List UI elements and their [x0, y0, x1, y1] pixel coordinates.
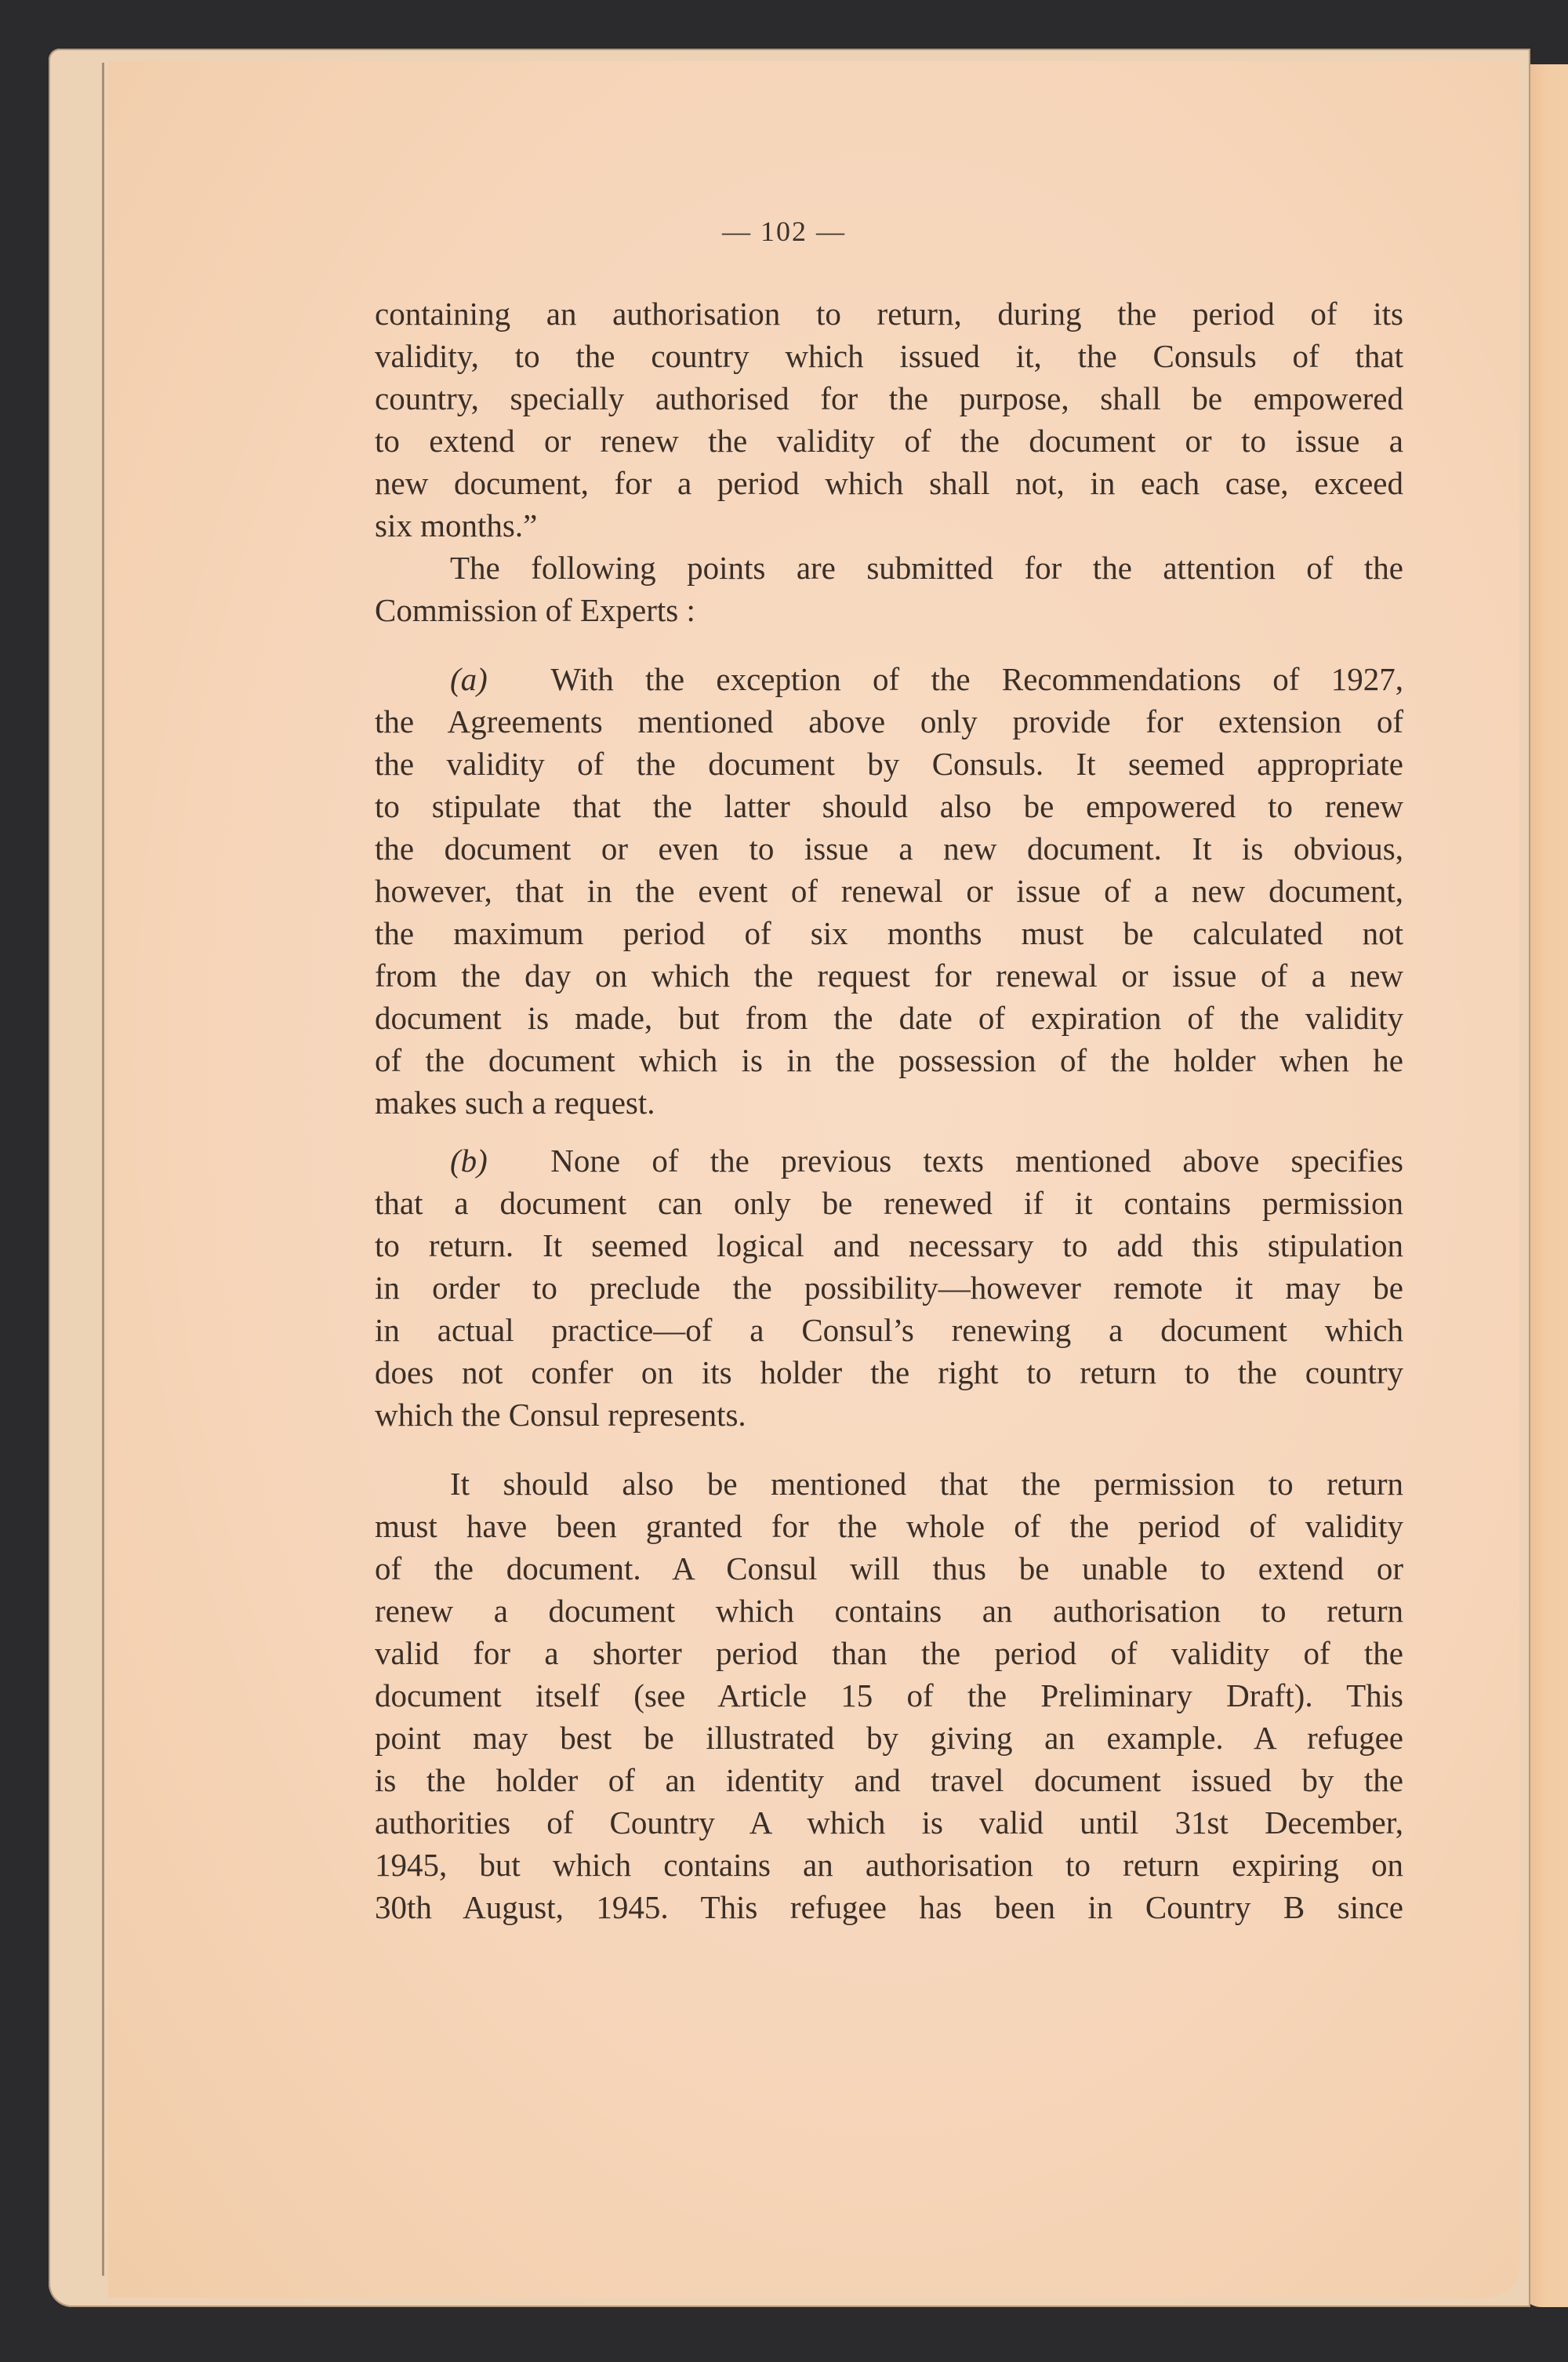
body-text	[375, 293, 1403, 1928]
text-line: that a document can only be renewed if it contains permission	[375, 1185, 1403, 1221]
text-line: of the document. A Consul will thus be unable to extend or	[375, 1550, 1403, 1586]
text-line: of the document which is in the possession of the holder when he	[375, 1042, 1403, 1078]
point-text: None of the previous texts mentioned above specifies	[550, 1143, 1403, 1179]
paragraph-gap	[375, 1124, 1403, 1139]
text-line: the validity of the document by Consuls. It seemed appropriate	[375, 746, 1403, 782]
text-line: It should also be mentioned that the permission to return	[450, 1466, 1403, 1502]
paragraph-gap	[375, 1436, 1403, 1463]
text-line: the maximum period of six months must be calculated not	[375, 915, 1403, 951]
text-line: to extend or renew the validity of the document or to issue a	[375, 423, 1403, 459]
text-line: document is made, but from the date of expiration of the validity	[375, 1000, 1403, 1036]
text-line: in actual practice—of a Consul’s renewing a document which	[375, 1312, 1403, 1348]
text-line: point may best be illustrated by giving an example. A refugee	[375, 1720, 1403, 1756]
text-line: six months.”	[375, 507, 538, 543]
text-line: renew a document which contains an authorisation to return	[375, 1593, 1403, 1629]
text-line: in order to preclude the possibility—however remote it may be	[375, 1270, 1403, 1306]
point-text: With the exception of the Recommendations of 1927,	[550, 661, 1404, 697]
text-line: country, specially authorised for the purpose, shall be empowered	[375, 380, 1403, 416]
text-line: new document, for a period which shall not, in each case, exceed	[375, 465, 1403, 501]
text-line: The following points are submitted for the attention of the	[450, 550, 1403, 586]
point-label: (b)	[450, 1143, 488, 1179]
paragraph-point-a	[375, 658, 1403, 1124]
text-line: to return. It seemed logical and necessary to add this stipulation	[375, 1227, 1403, 1263]
text-line: does not confer on its holder the right to return to the country	[375, 1354, 1403, 1390]
point-label: (a)	[450, 661, 488, 697]
text-line: must have been granted for the whole of the period of validity	[375, 1508, 1403, 1544]
paragraph-intro	[375, 547, 1403, 631]
text-line: to stipulate that the latter should also be empowered to renew	[375, 788, 1403, 824]
paragraph-point-b	[375, 1139, 1403, 1436]
text-line: which the Consul represents.	[375, 1397, 746, 1433]
text-line: makes such a request.	[375, 1085, 655, 1121]
text-line: the document or even to issue a new document. It is obvious,	[375, 830, 1403, 867]
text-line: Commission of Experts :	[375, 592, 695, 628]
text-line: containing an authorisation to return, during the period of its	[375, 296, 1403, 332]
text-line: is the holder of an identity and travel document issued by the	[375, 1762, 1403, 1798]
text-line	[375, 1139, 1403, 1182]
text-line: from the day on which the request for renewal or issue of a new	[375, 958, 1403, 994]
paragraph-gap	[375, 631, 1403, 658]
text-line: 30th August, 1945. This refugee has been in Country B since	[375, 1889, 1403, 1925]
text-line: document itself (see Article 15 of the Preliminary Draft). This	[375, 1677, 1403, 1713]
text-line: however, that in the event of renewal or issue of a new document,	[375, 873, 1403, 909]
text-line	[375, 658, 1403, 700]
text-line: authorities of Country A which is valid until 31st December,	[375, 1804, 1403, 1841]
text-line: valid for a shorter period than the period of validity of the	[375, 1635, 1403, 1671]
paragraph-continuation	[375, 293, 1403, 547]
text-line: validity, to the country which issued it, the Consuls of that	[375, 338, 1403, 374]
paragraph-example	[375, 1463, 1403, 1928]
page-edge-line	[102, 63, 104, 2276]
text-line: the Agreements mentioned above only provide for extension of	[375, 703, 1403, 739]
text-line: 1945, but which contains an authorisation to return expiring on	[375, 1847, 1403, 1883]
page-number: — 102 —	[722, 216, 846, 247]
